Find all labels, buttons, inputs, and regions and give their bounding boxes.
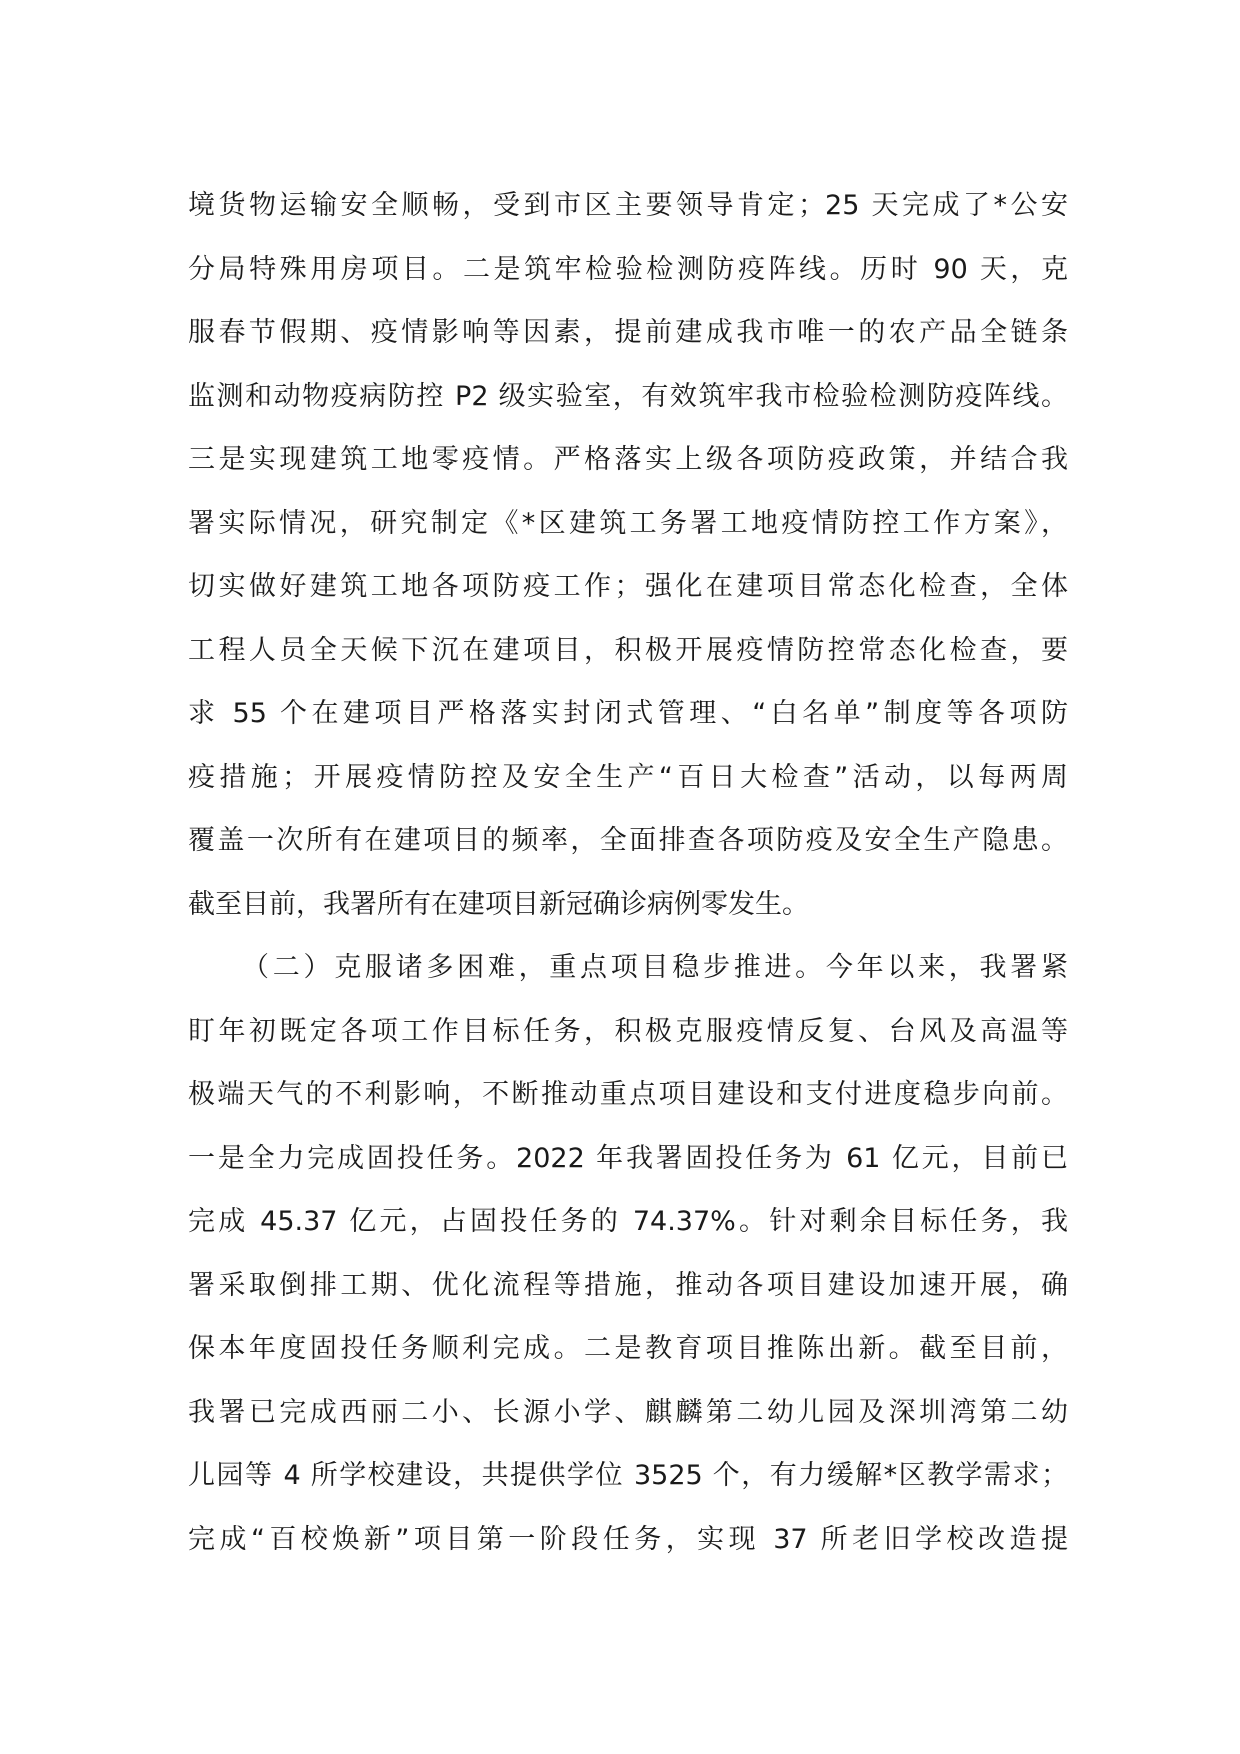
text-line: 疫措施；开展疫情防控及安全生产“百日大检查”活动，以每两周 (188, 761, 1068, 793)
text-line: 署实际情况，研究制定《*区建筑工务署工地疫情防控工作方案》， (188, 507, 1068, 539)
section-heading-line: （二）克服诸多困难，重点项目稳步推进。今年以来，我署紧 (242, 952, 1068, 983)
text-line: 儿园等 4 所学校建设，共提供学位 3525 个，有力缓解*区教学需求； (188, 1460, 1068, 1491)
text-line: 截至目前，我署所有在建项目新冠确诊病例零发生。 (188, 888, 809, 920)
text-line: 三是实现建筑工地零疫情。严格落实上级各项防疫政策，并结合我 (188, 444, 1068, 475)
text-line: 服春节假期、疫情影响等因素，提前建成我市唯一的农产品全链条 (188, 317, 1068, 348)
text-line: 完成“百校焕新”项目第一阶段任务，实现 37 所老旧学校改造提 (188, 1523, 1068, 1555)
text-line: 监测和动物疫病防控 P2 级实验室，有效筑牢我市检验检测防疫阵线。 (188, 380, 1068, 412)
text-line: 分局特殊用房项目。二是筑牢检验检测防疫阵线。历时 90 天，克 (188, 253, 1068, 285)
text-line: 工程人员全天候下沉在建项目，积极开展疫情防控常态化检查，要 (188, 634, 1068, 666)
text-line: 我署已完成西丽二小、长源小学、麒麟第二幼儿园及深圳湾第二幼 (188, 1396, 1068, 1428)
text-line: 盯年初既定各项工作目标任务，积极克服疫情反复、台风及高温等 (188, 1015, 1068, 1047)
text-line: 一是全力完成固投任务。2022 年我署固投任务为 61 亿元，目前已 (188, 1142, 1068, 1174)
text-line: 覆盖一次所有在建项目的频率，全面排查各项防疫及安全生产隐患。 (188, 825, 1068, 856)
text-line: 境货物运输安全顺畅，受到市区主要领导肯定；25 天完成了*公安 (188, 190, 1068, 221)
text-line: 保本年度固投任务顺利完成。二是教育项目推陈出新。截至目前， (188, 1333, 1068, 1364)
text-line: 完成 45.37 亿元，占固投任务的 74.37%。针对剩余目标任务，我 (188, 1206, 1068, 1237)
text-line: 求 55 个在建项目严格落实封闭式管理、“白名单”制度等各项防 (188, 698, 1068, 729)
body-text (188, 174, 1068, 1571)
text-line: 署采取倒排工期、优化流程等措施，推动各项目建设加速开展，确 (188, 1269, 1068, 1301)
text-line: 切实做好建筑工地各项防疫工作；强化在建项目常态化检查，全体 (188, 571, 1068, 602)
text-line: 极端天气的不利影响，不断推动重点项目建设和支付进度稳步向前。 (188, 1079, 1068, 1110)
